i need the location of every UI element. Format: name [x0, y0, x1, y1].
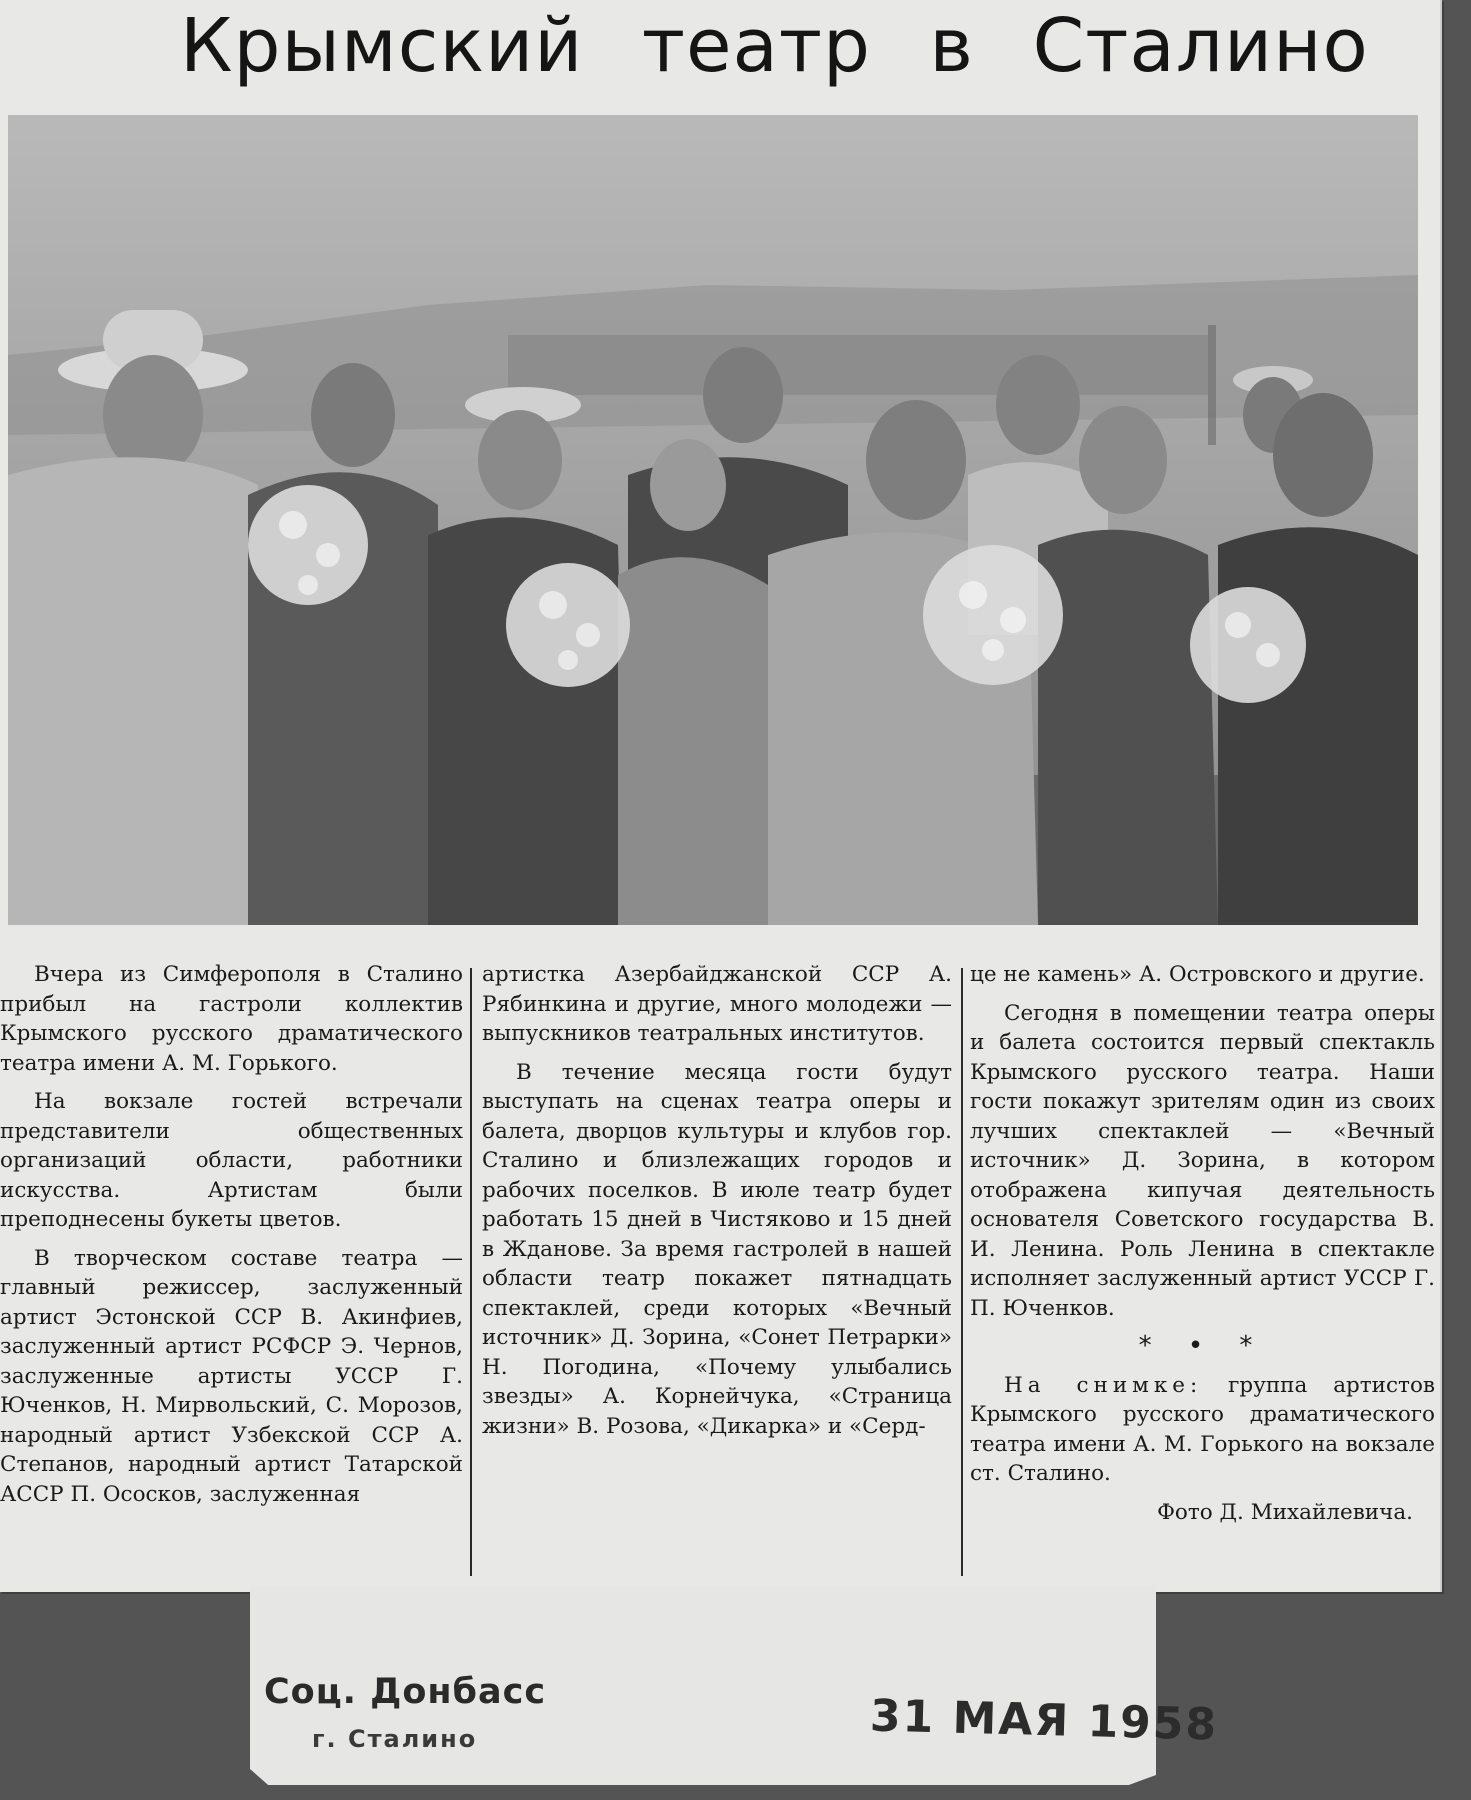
date-stamp: 31 МАЯ 1958 — [869, 1690, 1219, 1751]
paragraph: це не камень» А. Островского и другие. — [970, 962, 1425, 987]
caption-lead: На снимке: — [1004, 1372, 1203, 1398]
paragraph: В творческом составе театра — главный режиссер, заслуженный артист Эстонской ССР В. Акинфиев, заслуженный артист РСФСР Э. Чернов, заслуженные артисты УССР Г. Юченков, Н. Мирвольский, С. Морозов, народный артист Узбекской ССР А. Степанов, народный артист Татарской АССР П. Ососков, заслуженная — [0, 1245, 463, 1507]
paragraph: Вчера из Симферополя в Сталино прибыл на гастроли коллектив Крымского русского драматического театра имени А. М. Горького. — [0, 962, 463, 1076]
column-rule — [961, 968, 963, 1576]
newspaper-city: г. Сталино — [312, 1725, 478, 1753]
group-photo — [8, 115, 1418, 925]
group-photo-image — [8, 115, 1418, 925]
paragraph: В течение месяца гости будут выступать на сценах театра оперы и балета, дворцов культуры и клубов гор. Сталино и близлежащих городов и рабочих поселков. В июле театр будет работать 15 дней в Чистяково и 15 дней в Жданове. За время гастролей в нашей области театр покажет пятнадцать спектаклей, среди которых «Вечный источник» Д. Зорина, «Сонет Петрарки» Н. Погодина, «Почему улыбались звезды» А. Корнейчука, «Страница жизни» В. Розова, «Дикарка» и «Серд- — [482, 1059, 952, 1439]
article-column-1 — [0, 960, 463, 1509]
newspaper-name: Соц. Донбасс — [264, 1672, 547, 1712]
paragraph: Сегодня в помещении театра оперы и балета состоится первый спектакль Крымского русского театра. Наши гости покажут зрителям один из своих лучших спектаклей — «Вечный источник» Д. Зорина, в котором отображена кипучая деятельность основателя Советского государства В. И. Ленина. Роль Ленина в спектакле исполняет заслуженный артист УССР Г. П. Юченков. — [970, 1000, 1435, 1321]
article-body — [0, 960, 1440, 1580]
caption-text: группа артистов Крымского русского драматического театра имени А. М. Горького на вокзале ст. Сталино. — [970, 1372, 1435, 1486]
photo-caption — [970, 1371, 1435, 1489]
paragraph: На вокзале гостей встречали представители общественных организаций области, работники искусства. Артистам были преподнесены букеты цветов. — [0, 1089, 463, 1232]
article-column-3 — [970, 960, 1435, 1527]
photo-credit: Фото Д. Михайлевича. — [1157, 1499, 1413, 1525]
article-column-2 — [482, 960, 952, 1441]
paragraph: артистка Азербайджанской ССР А. Рябинкина и другие, много молодежи — выпускников театральных институтов. — [482, 962, 952, 1046]
section-separator: * • * — [1138, 1331, 1267, 1361]
column-rule — [470, 968, 472, 1576]
headline: Крымский театр в Сталино — [180, 3, 1369, 89]
